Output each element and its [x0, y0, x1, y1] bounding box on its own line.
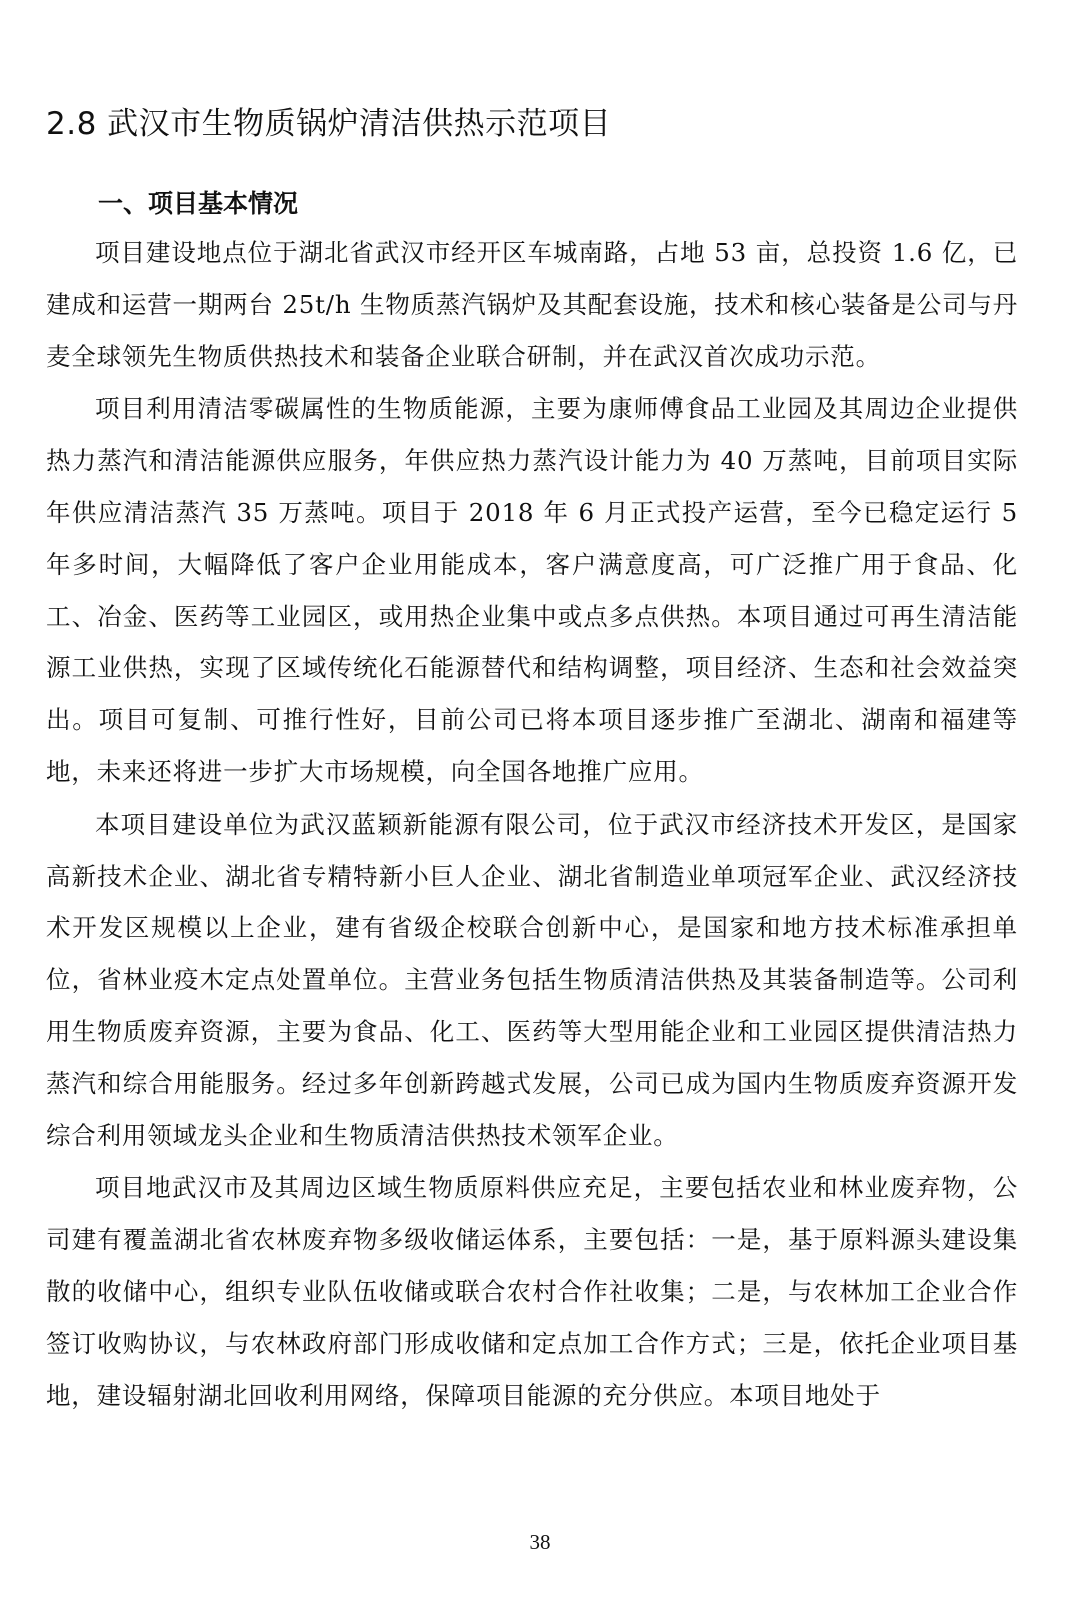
page-number: 38 — [529, 1530, 551, 1554]
paragraph-company-profile: 本项目建设单位为武汉蓝颖新能源有限公司，位于武汉市经济技术开发区，是国家高新技术企业、湖北省专精特新小巨人企业、湖北省制造业单项冠军企业、武汉经济技术开发区规模以上企业，建有省级企校联合创新中心，是国家和地方技术标准承担单位，省林业疫木定点处置单位。主营业务包括生物质清洁供热及其装备制造等。公司利用生物质废弃资源，主要为食品、化工、医药等大型用能企业和工业园区提供清洁热力蒸汽和综合用能服务。经过多年创新跨越式发展，公司已成为国内生物质废弃资源开发综合利用领域龙头企业和生物质清洁供热技术领军企业。 — [46, 809, 1018, 1150]
paragraph-project-operation: 项目利用清洁零碳属性的生物质能源，主要为康师傅食品工业园及其周边企业提供热力蒸汽和清洁能源供应服务，年供应热力蒸汽设计能力为 40 万蒸吨，目前项目实际年供应清洁蒸汽 35 万蒸吨。项目于 2018 年 6 月正式投产运营，至今已稳定运行 5 年多时间，大幅降低了客户企业用能成本，客户满意度高，可广泛推广用于食品、化工、冶金、医药等工业园区，或用热企业集中或点多点供热。本项目通过可再生清洁能源工业供热，实现了区域传统化石能源替代和结构调整，项目经济、生态和社会效益突出。项目可复制、可推行性好，目前公司已将本项目逐步推广至湖北、湖南和福建等地，未来还将进一步扩大市场规模，向全国各地推广应用。 — [46, 394, 1018, 786]
section-title: 2.8 武汉市生物质锅炉清洁供热示范项目 — [46, 106, 612, 142]
body-text — [46, 227, 1018, 1422]
subsection-title: 一、项目基本情况 — [98, 189, 299, 218]
paragraph-raw-material-supply: 项目地武汉市及其周边区域生物质原料供应充足，主要包括农业和林业废弃物，公司建有覆盖湖北省农林废弃物多级收储运体系，主要包括：一是，基于原料源头建设集散的收储中心，组织专业队伍收储或联合农村合作社收集；二是，与农林加工企业合作签订收购协议，与农林政府部门形成收储和定点加工合作方式；三是，依托企业项目基地，建设辐射湖北回收利用网络，保障项目能源的充分供应。本项目地处于 — [46, 1173, 1018, 1410]
paragraph-project-location: 项目建设地点位于湖北省武汉市经开区车城南路，占地 53 亩，总投资 1.6 亿，已建成和运营一期两台 25t/h 生物质蒸汽锅炉及其配套设施，技术和核心装备是公司与丹麦全球领先生物质供热技术和装备企业联合研制，并在武汉首次成功示范。 — [46, 238, 1018, 371]
